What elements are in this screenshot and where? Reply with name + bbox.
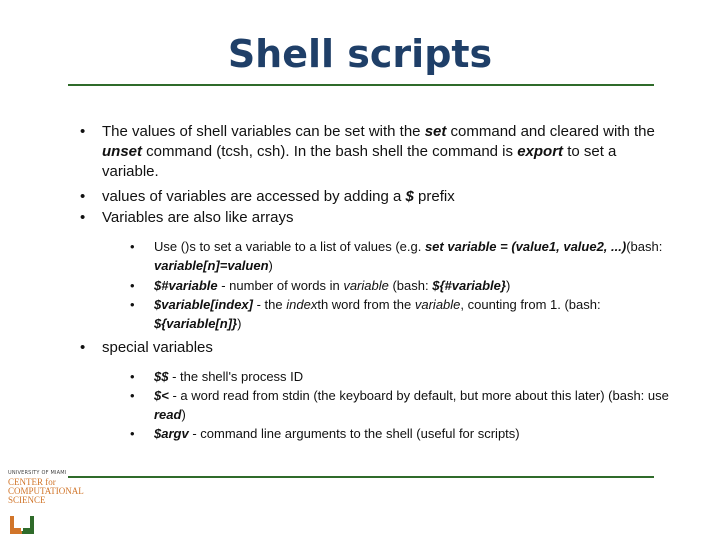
bullet-text: $argv - command line arguments to the shell (useful for scripts) — [154, 426, 520, 441]
logo-line-science: SCIENCE — [8, 495, 46, 505]
footer-divider — [68, 476, 654, 478]
logo-university-text: UNIVERSITY OF MIAMI — [8, 470, 67, 476]
bullet-marker: • — [80, 188, 86, 205]
bullet-marker: • — [80, 209, 86, 226]
bullet-text: Use ()s to set a variable to a list of values (e.g. set variable = (value1, value2, ...)(bash: variable[n]=valuen) — [154, 239, 663, 273]
bullet-text: $variable[index] - the indexth word from the variable, counting from 1. (bash: ${variable[n]}) — [154, 297, 601, 331]
logo-line-computational: COMPUTATIONAL — [8, 486, 84, 496]
bullet-text: special variables — [102, 339, 213, 356]
bullet-marker: • — [130, 239, 135, 254]
slide-title: Shell scripts — [227, 32, 493, 76]
bullet-marker: • — [130, 369, 135, 384]
um-u-logo-icon — [10, 516, 36, 536]
bullet-marker: • — [80, 339, 86, 356]
bullet-marker: • — [80, 123, 86, 140]
logo-line-center: CENTER for — [8, 477, 56, 487]
bullet-text: $< - a word read from stdin (the keyboard by default, but more about this later) (bash: use read) — [154, 388, 669, 422]
bullet-text: values of variables are accessed by adding a $ prefix — [102, 188, 455, 205]
bullet-text: The values of shell variables can be set with the set command and cleared with the unset command (tcsh, csh). In the bash shell the command is export to set a variable. — [102, 123, 655, 180]
bullet-marker: • — [130, 278, 135, 293]
bullet-text: Variables are also like arrays — [102, 209, 294, 226]
bullet-marker: • — [130, 297, 135, 312]
logo-center-text — [8, 478, 84, 505]
bullet-text: $#variable - number of words in variable (bash: ${#variable}) — [154, 278, 511, 293]
bullet-marker: • — [130, 388, 135, 403]
bullet-marker: • — [130, 426, 135, 441]
university-logo — [4, 468, 104, 538]
bullet-text: $$ - the shell's process ID — [154, 369, 304, 384]
